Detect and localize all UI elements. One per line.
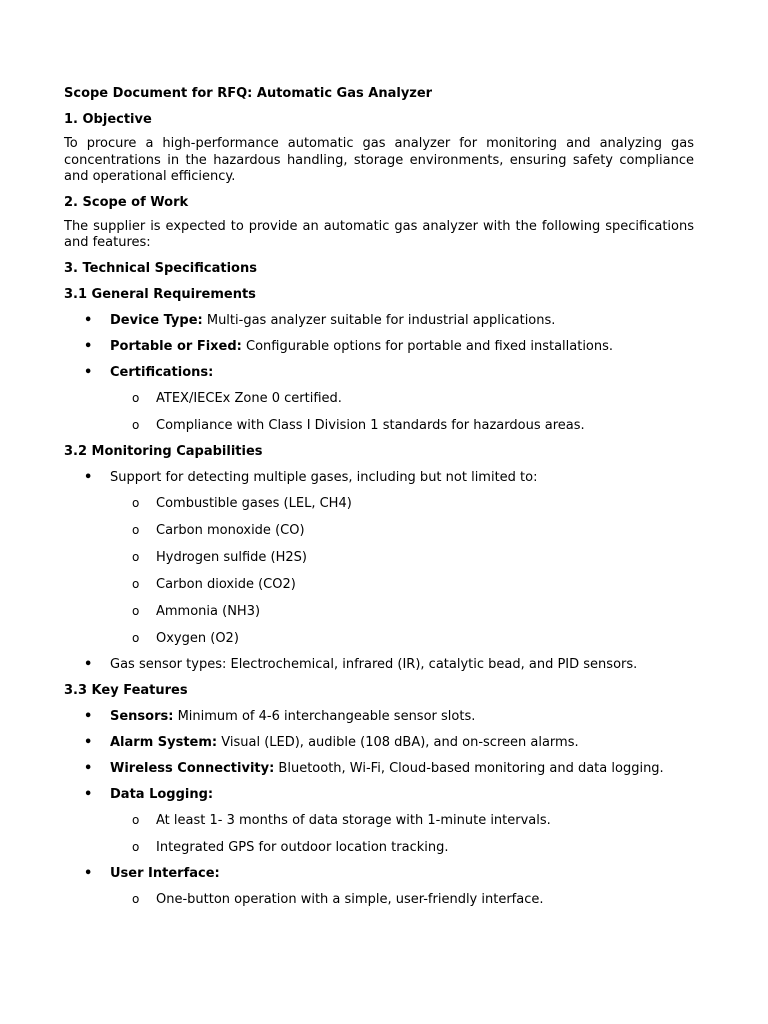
user-interface-sublist [110,890,694,909]
circle-bullet-icon: o [132,812,140,827]
sub-item-text: One-button operation with a simple, user-friendly interface. [156,891,544,907]
sublist-item [110,575,694,594]
item-text: Gas sensor types: Electrochemical, infrared (IR), catalytic bead, and PID sensors. [110,656,638,672]
sublist-item [110,838,694,857]
sub-item-text: At least 1- 3 months of data storage with 1-minute intervals. [156,812,551,828]
item-lead: Portable or Fixed: [110,338,242,354]
item-lead: Data Logging: [110,786,214,802]
bullet-icon: • [84,760,93,776]
circle-bullet-icon: o [132,417,140,432]
sub-item-text: Oxygen (O2) [156,630,239,646]
bullet-icon: • [84,656,93,672]
circle-bullet-icon: o [132,549,140,564]
objective-heading: 1. Objective [64,112,152,127]
general-requirements-list [64,311,694,435]
tech-spec-heading: 3. Technical Specifications [64,260,257,276]
sub-item-text: Hydrogen sulfide (H2S) [156,549,307,565]
bullet-icon: • [84,734,93,750]
item-text: Minimum of 4-6 interchangeable sensor slots. [173,708,476,724]
sublist-item [110,548,694,567]
sub-item-text: ATEX/IECEx Zone 0 certified. [156,390,342,406]
sublist-item [110,389,694,408]
key-features-heading: 3.3 Key Features [64,682,188,698]
item-lead: Alarm System: [110,734,218,750]
sub-item-text: Combustible gases (LEL, CH4) [156,495,352,511]
item-lead: User Interface: [110,865,220,881]
bullet-icon: • [84,708,93,724]
sublist-item [110,416,694,435]
sub-item-text: Compliance with Class I Division 1 standards for hazardous areas. [156,417,585,433]
circle-bullet-icon: o [132,839,140,854]
objective-text: To procure a high-performance automatic gas analyzer for monitoring and analyzing gas concentrations in the hazardous handling, storage environments, ensuring safety compliance and operational efficiency. [64,136,694,184]
item-lead: Sensors: [110,708,174,724]
bullet-icon: • [84,364,93,380]
scope-text: The supplier is expected to provide an automatic gas analyzer with the following specifications and features: [64,218,694,250]
gases-sublist [110,494,694,648]
sublist-item [110,521,694,540]
item-lead: Certifications: [110,364,214,380]
list-item [64,311,694,330]
circle-bullet-icon: o [132,522,140,537]
bullet-icon: • [84,786,93,802]
list-item [64,733,694,752]
sub-item-text: Ammonia (NH3) [156,603,261,619]
list-item [64,468,694,648]
bullet-icon: • [84,469,93,485]
list-item [64,655,694,674]
item-lead: Wireless Connectivity: [110,760,275,776]
data-logging-sublist [110,811,694,857]
circle-bullet-icon: o [132,495,140,510]
item-text: Support for detecting multiple gases, including but not limited to: [110,469,538,485]
list-item [64,785,694,857]
document-page [64,84,694,916]
bullet-icon: • [84,338,93,354]
item-text: Configurable options for portable and fixed installations. [241,338,614,354]
list-item [64,337,694,356]
bullet-icon: • [84,865,93,881]
bullet-icon: • [84,312,93,328]
list-item [64,759,694,778]
sub-item-text: Carbon monoxide (CO) [156,522,305,538]
sublist-item [110,602,694,621]
circle-bullet-icon: o [132,390,140,405]
item-text: Multi-gas analyzer suitable for industrial applications. [202,312,556,328]
circle-bullet-icon: o [132,576,140,591]
monitoring-list [64,468,694,674]
circle-bullet-icon: o [132,603,140,618]
list-item [64,864,694,909]
sub-item-text: Carbon dioxide (CO2) [156,576,296,592]
sublist-item [110,890,694,909]
item-text: Bluetooth, Wi-Fi, Cloud-based monitoring and data logging. [274,760,664,776]
sublist-item [110,494,694,513]
monitoring-heading: 3.2 Monitoring Capabilities [64,443,263,459]
sublist-item [110,811,694,830]
document-title: Scope Document for RFQ: Automatic Gas Analyzer [64,86,433,101]
item-lead: Device Type: [110,312,203,328]
circle-bullet-icon: o [132,891,140,906]
list-item [64,707,694,726]
sublist-item [110,629,694,648]
sub-item-text: Integrated GPS for outdoor location tracking. [156,839,449,855]
general-requirements-heading: 3.1 General Requirements [64,286,256,302]
circle-bullet-icon: o [132,630,140,645]
certifications-sublist [110,389,694,435]
item-text: Visual (LED), audible (108 dBA), and on-screen alarms. [217,734,579,750]
scope-heading: 2. Scope of Work [64,194,189,210]
list-item [64,363,694,435]
key-features-list [64,707,694,909]
